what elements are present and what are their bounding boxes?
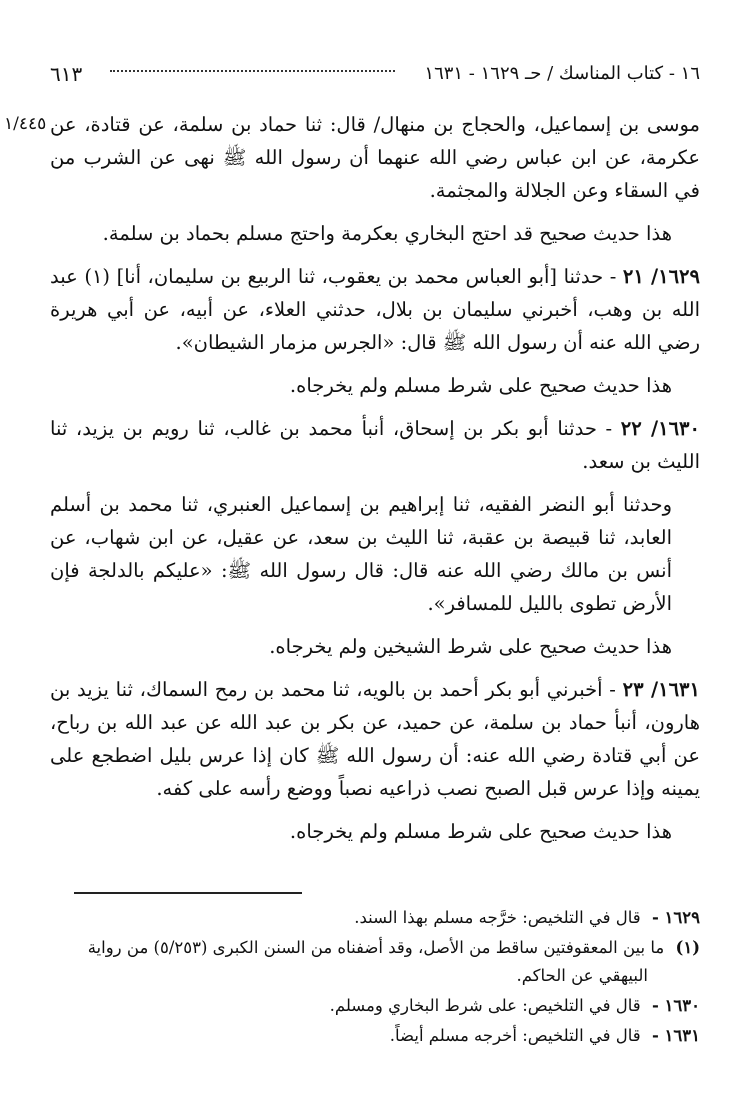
main-text: [4, 108, 701, 858]
hadith-1631: [50, 673, 700, 805]
paragraph-1627-continued: موسى بن إسماعيل، والحجاج بن منهال/ قال: ثنا حماد بن سلمة، عن قتادة، عن عكرمة، عن ابن عباس رضي الله عنهما أن رسول الله ﷺ نهى عن الشرب من في السقاء وعن الجلالة والمجثمة.: [50, 113, 700, 202]
page-number: ٦١٣: [50, 62, 83, 86]
footnote-text: قال في التلخيص: أخرجه مسلم أيضاً.: [389, 1026, 641, 1045]
hadith-number-1631: ١٦٣١/ ٢٣: [622, 678, 701, 701]
footnote-number: ١٦٣٠ -: [651, 996, 700, 1015]
verdict-1630: هذا حديث صحيح على شرط الشيخين ولم يخرجاه.: [269, 635, 672, 658]
hadith-number-1630: ١٦٣٠/ ٢٢: [620, 417, 700, 440]
hadith-1630-second-chain: وحدثنا أبو النضر الفقيه، ثنا إبراهيم بن إسماعيل العنبري، ثنا محمد بن أسلم العابد، ثنا قبيصة بن عقبة، ثنا الليث بن سعد، عن عقيل، عن ابن شهاب، عن أنس بن مالك رضي الله عنه قال: قال رسول الله ﷺ: «عليكم بالدلجة فإن الأرض تطوى بالليل للمسافر».: [50, 493, 672, 615]
book-page: [4, 58, 701, 1078]
hadith-text-1630: - حدثنا أبو بكر بن إسحاق، أنبأ محمد بن غالب، ثنا رويم بن يزيد، ثنا الليث بن سعد.: [50, 417, 700, 473]
running-header: [50, 58, 700, 90]
margin-reference: ١/٤٤٥: [4, 114, 47, 134]
hadith-number-1629: ١٦٢٩/ ٢١: [622, 265, 701, 288]
header-title: ١٦ - كتاب المناسك / حـ ١٦٢٩ - ١٦٣١: [424, 63, 700, 84]
footnote-text: قال في التلخيص: خرَّجه مسلم بهذا السند.: [354, 908, 641, 927]
hadith-1629: [50, 260, 700, 359]
footnotes: [50, 904, 700, 1052]
footnote-number: ١٦٣١ -: [651, 1026, 700, 1045]
footnote-1: [50, 934, 700, 990]
footnote-1631: [50, 1022, 700, 1050]
footnote-separator: [74, 892, 302, 894]
footnote-1630: [50, 992, 700, 1020]
footnote-text: قال في التلخيص: على شرط البخاري ومسلم.: [329, 996, 641, 1015]
footnote-number: ١٦٢٩ -: [651, 908, 700, 927]
footnote-text: ما بين المعقوفتين ساقط من الأصل، وقد أضفناه من السنن الكبرى (٥/٢٥٣) من رواية البيهقي عن الحاكم.: [87, 938, 665, 985]
footnote-number: (١): [675, 938, 700, 957]
hadith-text-1629: - حدثنا [أبو العباس محمد بن يعقوب، ثنا الربيع بن سليمان، أنا] (١) عبد الله بن وهب، أخبرني سليمان بن بلال، حدثني العلاء، عن أبيه، عن أبي هريرة رضي الله عنه أن رسول الله ﷺ قال: «الجرس مزمار الشيطان».: [50, 265, 700, 354]
hadith-text-1631: - أخبرني أبو بكر أحمد بن بالويه، ثنا محمد بن رمح السماك، ثنا يزيد بن هارون، أنبأ حماد بن سلمة، عن حميد، عن بكر بن عبد الله عن عبد الله بن رباح، عن أبي قتادة رضي الله عنه: أن رسول الله ﷺ كان إذا عرس بليل اضطجع على يمينه وإذا عرس قبل الصبح نصب ذراعيه نصباً ووضع رأسه على كفه.: [50, 678, 700, 800]
hadith-1630: [50, 412, 700, 478]
header-dotted-leader: [110, 70, 395, 72]
verdict-1629: هذا حديث صحيح على شرط مسلم ولم يخرجاه.: [289, 374, 672, 397]
verdict-1631: هذا حديث صحيح على شرط مسلم ولم يخرجاه.: [289, 820, 672, 843]
footnote-1629: [50, 904, 700, 932]
verdict-1628: هذا حديث صحيح قد احتج البخاري بعكرمة واحتج مسلم بحماد بن سلمة.: [102, 222, 672, 245]
